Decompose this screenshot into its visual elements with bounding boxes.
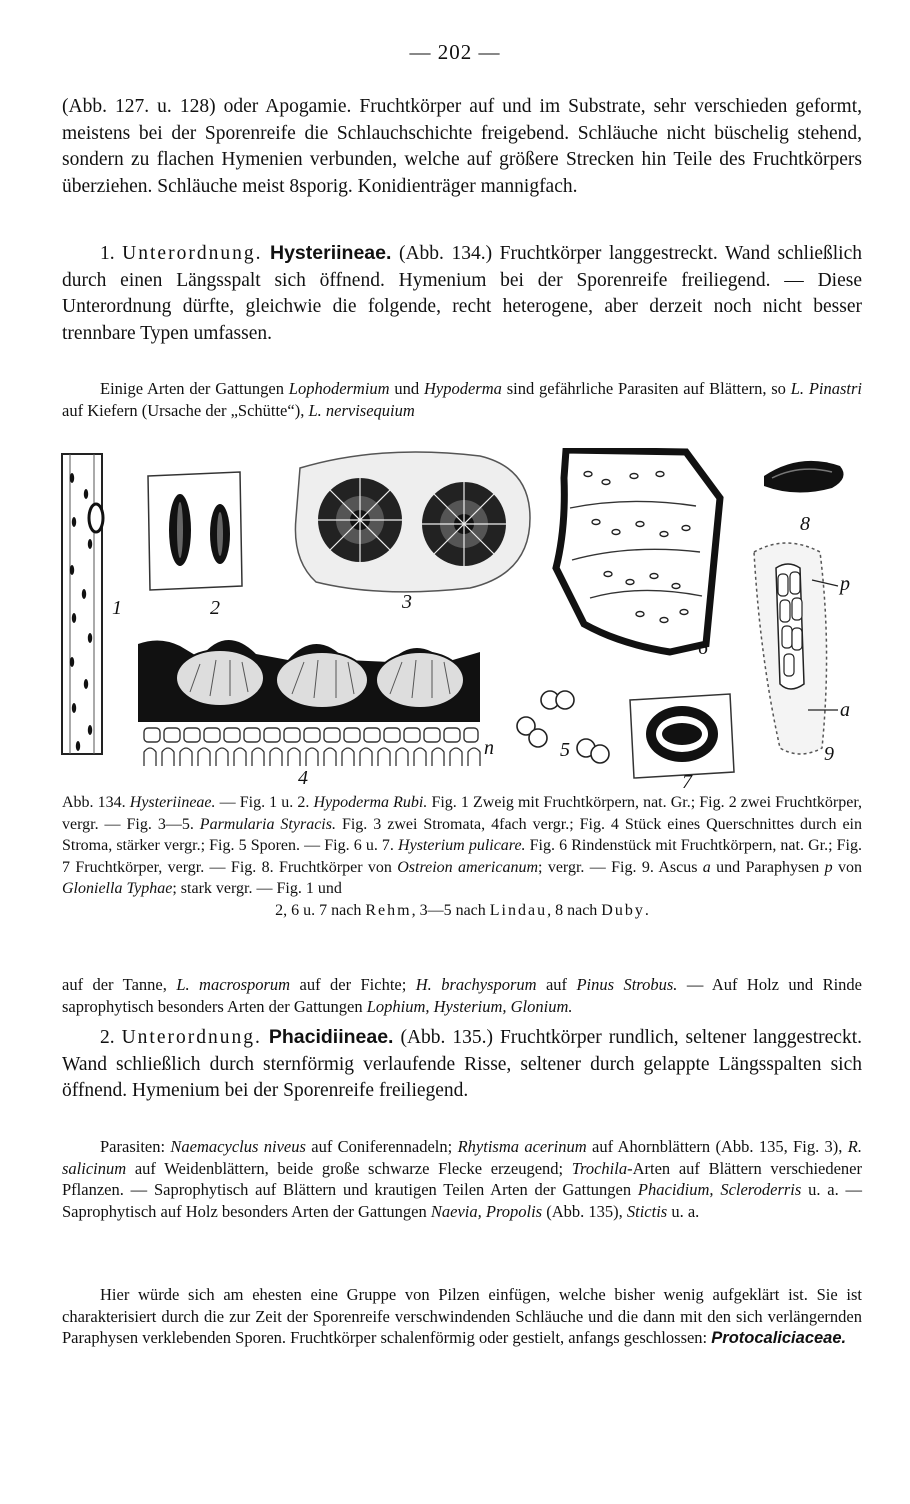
label-fig1: 1 xyxy=(112,597,122,619)
label-fig8: 8 xyxy=(800,513,810,535)
fig7-fruit-body-illustration xyxy=(630,694,734,778)
label-fig9-a: a xyxy=(840,699,850,721)
label-fig3: 3 xyxy=(402,591,412,613)
section-hysteriineae xyxy=(62,240,862,347)
fig3-stromata-illustration xyxy=(295,452,530,592)
section-rank: Unterordnung. xyxy=(121,1027,262,1048)
figure-caption: Abb. 134. Hysteriineae. — Fig. 1 u. 2. Hypoderma Rubi. Fig. 1 Zweig mit Fruchtkörpern, nat. Gr.; Fig. 2 zwei Fruchtkörper, vergr. — Fig. 3—5. Parmularia Styracis. Fig. 3 zwei Stromata, 4fach vergr.; Fig. 4 Stück eines Querschnittes durch ein Stroma, stärker vergr.; Fig. 5 Sporen. — Fig. 6 u. 7. Hysterium pulicare. Fig. 6 Rindenstück mit Fruchtkörpern, nat. Gr.; Fig. 7 Fruchtkörper, vergr. — Fig. 8. Fruchtkörper von Ostreion americanum; vergr. — Fig. 9. Ascus a und Paraphysen p von Gloniella Typhae; stark vergr. — Fig. 1 und 2, 6 u. 7 nach Rehm, 3—5 nach Lindau, 8 nach Duby. xyxy=(62,792,862,921)
small-print-parasites-1: Einige Arten der Gattungen Lophodermium und Hypoderma sind gefährliche Parasiten auf Blättern, so L. Pinastri auf Kiefern (Ursache der „Schütte“), L. nervisequium xyxy=(62,379,863,420)
label-fig7: 7 xyxy=(682,771,692,788)
label-fig5: 5 xyxy=(560,739,570,761)
fig6-bark-piece-illustration xyxy=(556,450,720,652)
fig9-ascus-illustration xyxy=(754,543,838,754)
small-print-parasites-3: Parasiten: Naemacyclus niveus auf Coniferennadeln; Rhytisma acerinum auf Ahornblättern (Abb. 135, Fig. 3), R. salicinum auf Weidenblättern, beide große schwarze Flecke erzeugend; Trochila-Arten auf Blättern verschiedener Pflanzen. — Saprophytisch auf Blättern und krautigen Teilen Arten der Gattungen Phacidium, Scleroderris u. a. — Saprophytisch auf Holz besonders Arten der Gattungen Naevia, Propolis (Abb. 135), Stictis u. a. xyxy=(62,1137,863,1221)
label-fig4: 4 xyxy=(298,767,308,788)
fig1-twig-illustration xyxy=(62,454,103,754)
paragraph-intro xyxy=(62,94,862,200)
fig2-fruit-bodies-illustration xyxy=(148,472,242,590)
small-print-protocaliciaceae: Hier würde sich am ehesten eine Gruppe von Pilzen einfügen, welche bisher wenig aufgeklärt ist. Sie ist charakterisiert durch die zur Zeit der Sporenreife verschwindenden Schläuche und die dann mit den sich verlängernden Paraphysen verklebenden Sporen. Fruchtkörper schalenförmig oder gestielt, anfangs geschlossen: Protocaliciaceae. xyxy=(62,1285,862,1347)
label-fig2: 2 xyxy=(210,597,220,619)
section-text: (Abb. 134.) Fruchtkörper langgestreckt. Wand schließlich durch einen Längsspalt sich öffnend. Hymenium bei der Sporenreife freiliegend. — Diese Unterordnung dürfte, gleichwie die folgende, recht heterogene, aber derzeit noch nicht besser trennbare Typen umfassen. xyxy=(62,243,863,344)
label-fig4-n: n xyxy=(484,737,494,759)
page-number: — 202 — xyxy=(409,40,501,64)
section-text: (Abb. 135.) Fruchtkörper rundlich, seltener langgestreckt. Wand schließlich durch sternförmig verlaufende Risse, seltener durch gelappte Längsspalten sich öffnend. Hymenium bei der Sporenreife freiliegend. xyxy=(62,1027,862,1101)
figure-134 xyxy=(60,448,860,788)
section-number: 2. xyxy=(100,1027,115,1048)
section-phacidiineae xyxy=(62,1024,862,1105)
section-name: Phacidiineae. xyxy=(268,1026,394,1048)
section-number: 1. xyxy=(100,243,115,264)
section-name: Hysteriineae. xyxy=(270,242,392,264)
label-fig9-p: p xyxy=(840,573,850,595)
paragraph-intro-text: (Abb. 127. u. 128) oder Apogamie. Fruchtkörper auf und im Substrate, sehr verschieden geformt, meistens bei der Sporenreife die Schlauchschichte freigebend. Schläuche nicht büschelig stehend, sondern zu flachen Hymenien verbunden, welche auf größere Strecken hin Teile des Fruchtkörpers überziehen. Schläuche meist 8sporig. Konidienträger mannigfach. xyxy=(62,96,862,197)
label-fig6: 6 xyxy=(698,637,708,659)
fig8-fruit-body-illustration xyxy=(764,461,844,493)
caption-credits: 2, 6 u. 7 nach Rehm, 3—5 nach Lindau, 8 nach Duby. xyxy=(275,901,649,919)
section-rank: Unterordnung. xyxy=(122,243,263,264)
fig4-stroma-section-illustration xyxy=(138,640,480,766)
small-print-parasites-2: auf der Tanne, L. macrosporum auf der Fichte; H. brachysporum auf Pinus Strobus. — Auf Holz und Rinde saprophytisch besonders Arten der Gattungen Lophium, Hysterium, Glonium. xyxy=(62,975,863,1016)
label-fig9: 9 xyxy=(824,743,834,765)
